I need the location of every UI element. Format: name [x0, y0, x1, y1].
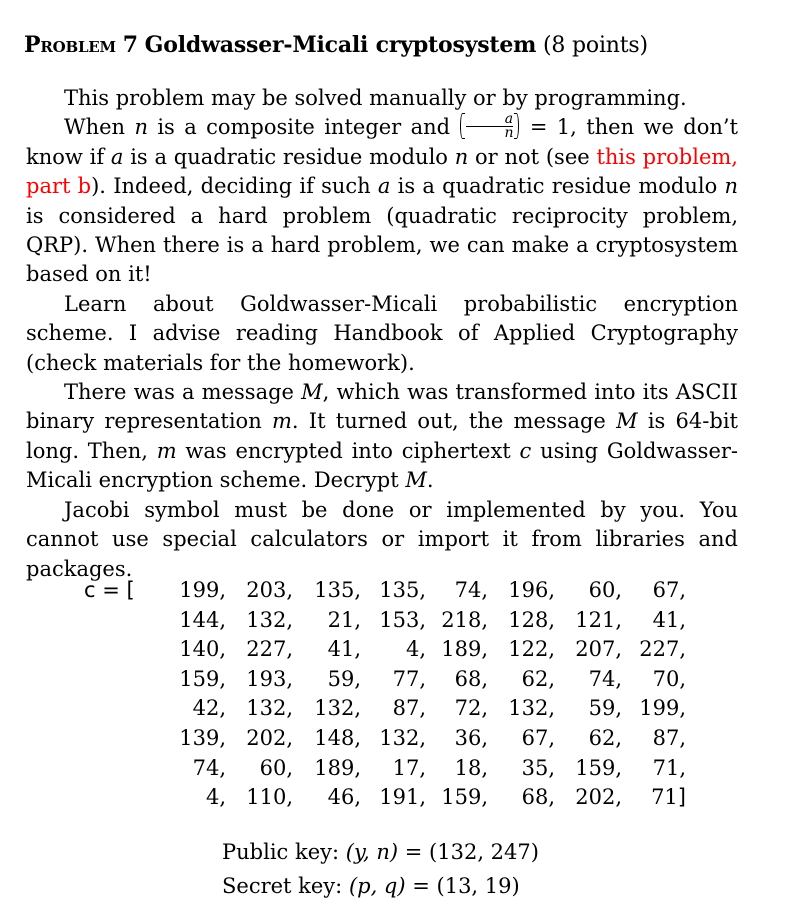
ciphertext-value: 87,: [652, 725, 686, 750]
ciphertext-value: 196,: [508, 578, 555, 602]
ciphertext-value: 227,: [639, 637, 686, 662]
ciphertext-value: 110,: [246, 785, 293, 810]
ciphertext-value: 121,: [575, 607, 622, 632]
ciphertext-value: 74,: [588, 666, 622, 691]
secret-key-value: = (13, 19): [412, 874, 520, 898]
problem-reference-link[interactable]: this problem, part b: [26, 144, 738, 199]
ciphertext-value: 139,: [179, 725, 226, 750]
paragraph-message: There was a message M, which was transformed into its ASCII binary representation m. It turned out, the message M is 64-bit long. Then, m was encrypted into ciphertext c using Goldwasser-Micali encryption scheme. Decrypt M.: [26, 380, 739, 493]
ciphertext-value: 132,: [314, 696, 361, 721]
public-key-value: = (132, 247): [404, 840, 539, 864]
ciphertext-value: 159,: [575, 755, 622, 780]
ciphertext-value: [622, 785, 686, 815]
ciphertext-value: 36,: [454, 725, 488, 750]
ciphertext-value: 153,: [379, 607, 426, 632]
public-key: [222, 840, 539, 864]
ciphertext-value: 70,: [652, 666, 686, 691]
problem-title: Goldwasser-Micali cryptosystem: [144, 32, 537, 58]
public-key-label: Public key:: [222, 840, 340, 864]
ciphertext-value: 35,: [521, 755, 555, 780]
ciphertext-value: 140,: [179, 637, 226, 662]
secret-key: [222, 874, 520, 898]
ciphertext-value: 62,: [588, 725, 622, 750]
ciphertext-value: 77,: [392, 666, 426, 691]
ciphertext-value: 207,: [575, 637, 622, 662]
ciphertext-value: 199,: [639, 696, 686, 721]
problem-label: Problem: [24, 32, 116, 58]
ciphertext-value: 199,: [179, 578, 226, 602]
ciphertext-value: 189,: [441, 637, 488, 662]
ciphertext-value: 202,: [246, 725, 293, 750]
ciphertext-value: 122,: [508, 637, 555, 662]
ciphertext-value: 59,: [327, 666, 361, 691]
problem-body: [26, 84, 738, 584]
ciphertext-value: 72,: [454, 696, 488, 721]
ciphertext-value: 159,: [179, 666, 226, 691]
secret-key-label: Secret key:: [222, 874, 343, 898]
ciphertext-label: c = [: [84, 578, 135, 602]
ciphertext-value: 193,: [246, 666, 293, 691]
legendre-symbol: $\frac{a}{n}$: [460, 113, 519, 139]
ciphertext-value: 67,: [652, 578, 686, 602]
ciphertext-value: 17,: [392, 755, 426, 780]
ciphertext-value: 41,: [652, 607, 686, 632]
problem-points: (8 points): [543, 33, 648, 58]
ciphertext-value: 144,: [179, 607, 226, 632]
ciphertext-value: 148,: [314, 725, 361, 750]
ciphertext-value: 132,: [379, 725, 426, 750]
ciphertext-last-value: 71: [651, 785, 678, 810]
ciphertext-value: 42,: [192, 696, 226, 721]
problem-number: 7: [122, 32, 138, 58]
ciphertext-value: 21,: [327, 607, 361, 632]
ciphertext-value: 135,: [314, 578, 361, 602]
ciphertext-value: 41,: [327, 637, 361, 662]
ciphertext-value: 132,: [246, 607, 293, 632]
ciphertext-value: 74,: [454, 578, 488, 602]
paragraph-intro: This problem may be solved manually or by programming.: [64, 86, 687, 110]
paragraph-jacobi: Jacobi symbol must be done or implemented by you. You cannot use special calculators or import it from libraries and packages.: [26, 497, 738, 581]
ciphertext-value: 62,: [521, 666, 555, 691]
ciphertext-value: 227,: [246, 637, 293, 662]
ciphertext-value: 132,: [246, 696, 293, 721]
ciphertext-value: 202,: [575, 785, 622, 810]
ciphertext-value: 132,: [508, 696, 555, 721]
ciphertext-value: 60,: [259, 755, 293, 780]
secret-key-vars: (p, q): [348, 874, 406, 898]
public-key-vars: (y, n): [345, 840, 399, 864]
ciphertext-value: 18,: [454, 755, 488, 780]
ciphertext-value: 191,: [379, 785, 426, 810]
ciphertext-value: 4,: [205, 785, 226, 810]
paragraph-learn: Learn about Goldwasser-Micali probabilistic encryption scheme. I advise reading Handbook of Applied Cryptography (check materials for the homework).: [26, 291, 738, 375]
ciphertext-value: 67,: [521, 725, 555, 750]
ciphertext-value: 218,: [441, 607, 488, 632]
ciphertext-close-bracket: ]: [677, 785, 686, 810]
ciphertext-value: 4,: [405, 637, 426, 662]
problem-heading: [24, 32, 648, 58]
ciphertext-value: 189,: [314, 755, 361, 780]
ciphertext-value: 60,: [588, 578, 622, 602]
ciphertext-value: 71,: [652, 755, 686, 780]
ciphertext-value: 203,: [246, 578, 293, 602]
ciphertext-value: 59,: [588, 696, 622, 721]
ciphertext-value: 128,: [508, 607, 555, 632]
ciphertext-value: 68,: [454, 666, 488, 691]
ciphertext-grid: [164, 578, 686, 815]
ciphertext-value: 74,: [192, 755, 226, 780]
ciphertext-value: 68,: [521, 785, 555, 810]
ciphertext-value: 159,: [441, 785, 488, 810]
paragraph-qrp: When n is a composite integer and $\frac{a}{n}$ = 1, then we don’t know if a is a quadratic residue modulo n or not (see this problem, part b). Indeed, deciding if such a is a quadratic residue modulo n is considered a hard problem (quadratic reciprocity problem, QRP). When there is a hard problem, we can make a cryptosystem based on it!: [26, 110, 738, 287]
ciphertext-value: 87,: [392, 696, 426, 721]
ciphertext-value: 135,: [379, 578, 426, 602]
ciphertext-value: 46,: [327, 785, 361, 810]
